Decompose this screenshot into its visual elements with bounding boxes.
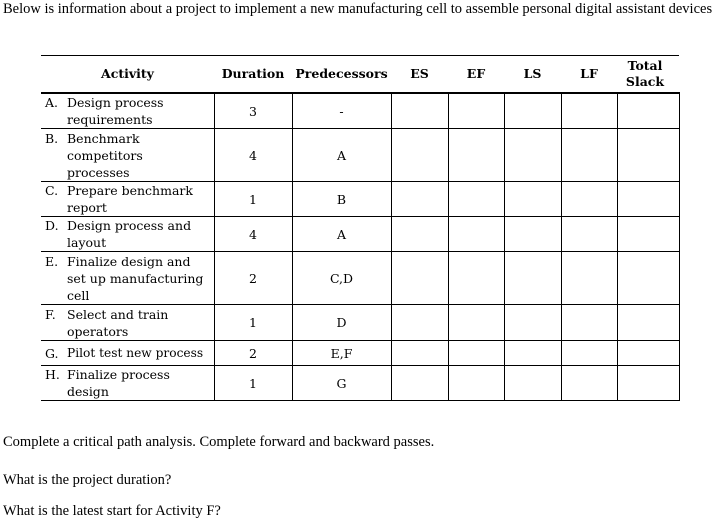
lf-cell[interactable] xyxy=(561,341,617,366)
lf-cell[interactable] xyxy=(561,305,617,341)
ls-cell[interactable] xyxy=(504,182,561,217)
table-row xyxy=(41,182,679,217)
question-project-duration: What is the project duration? xyxy=(3,472,172,488)
duration-cell: 4 xyxy=(214,217,292,252)
total-slack-cell[interactable] xyxy=(617,129,679,182)
es-cell[interactable] xyxy=(391,305,448,341)
total-slack-cell[interactable] xyxy=(617,217,679,252)
activity-name: Design process requirements xyxy=(67,95,164,127)
ls-cell[interactable] xyxy=(504,93,561,129)
table-row xyxy=(41,252,679,305)
es-cell[interactable] xyxy=(391,182,448,217)
es-cell[interactable] xyxy=(391,217,448,252)
activity-letter: D. xyxy=(45,218,59,233)
instructions-text: Complete a critical path analysis. Complete forward and backward passes. xyxy=(3,434,435,450)
duration-cell: 1 xyxy=(214,305,292,341)
activity-name: Design process and layout xyxy=(67,218,192,250)
table-row xyxy=(41,93,679,129)
total-slack-cell[interactable] xyxy=(617,305,679,341)
activity-letter: B. xyxy=(45,130,59,146)
predecessors-cell: B xyxy=(292,182,391,217)
ls-cell[interactable] xyxy=(504,217,561,252)
duration-cell: 3 xyxy=(214,93,292,129)
header-ef: EF xyxy=(448,56,504,94)
predecessors-cell: C,D xyxy=(292,252,391,305)
ls-cell[interactable] xyxy=(504,252,561,305)
activity-name: Prepare benchmark report xyxy=(67,183,193,215)
header-predecessors: Predecessors xyxy=(292,56,391,94)
ef-cell[interactable] xyxy=(448,305,504,341)
ef-cell[interactable] xyxy=(448,93,504,129)
duration-cell: 2 xyxy=(214,252,292,305)
lf-cell[interactable] xyxy=(561,182,617,217)
predecessors-cell: A xyxy=(292,217,391,252)
ef-cell[interactable] xyxy=(448,366,504,401)
ef-cell[interactable] xyxy=(448,129,504,182)
ls-cell[interactable] xyxy=(504,305,561,341)
lf-cell[interactable] xyxy=(561,366,617,401)
total-slack-cell[interactable] xyxy=(617,93,679,129)
total-slack-cell[interactable] xyxy=(617,366,679,401)
total-slack-cell[interactable] xyxy=(617,182,679,217)
lf-cell[interactable] xyxy=(561,252,617,305)
activity-letter: C. xyxy=(45,183,59,198)
ls-cell[interactable] xyxy=(504,341,561,366)
total-slack-cell[interactable] xyxy=(617,341,679,366)
activity-name: Select and train operators xyxy=(67,306,169,339)
predecessors-cell: G xyxy=(292,366,391,401)
table-row xyxy=(41,217,679,252)
table-row xyxy=(41,341,679,366)
header-ls: LS xyxy=(504,56,561,94)
activity-letter: H. xyxy=(45,367,60,382)
duration-cell: 1 xyxy=(214,366,292,401)
ef-cell[interactable] xyxy=(448,182,504,217)
es-cell[interactable] xyxy=(391,366,448,401)
header-duration: Duration xyxy=(214,56,292,94)
total-slack-cell[interactable] xyxy=(617,252,679,305)
es-cell[interactable] xyxy=(391,93,448,129)
intro-text: Below is information about a project to implement a new manufacturing cell to assemble personal digital assistant devices xyxy=(3,1,713,17)
ef-cell[interactable] xyxy=(448,341,504,366)
activity-letter: G. xyxy=(45,345,59,361)
duration-cell: 4 xyxy=(214,129,292,182)
header-activity: Activity xyxy=(41,56,214,94)
lf-cell[interactable] xyxy=(561,129,617,182)
ef-cell[interactable] xyxy=(448,217,504,252)
predecessors-cell: A xyxy=(292,129,391,182)
table-row xyxy=(41,305,679,341)
table-header-row xyxy=(41,56,679,94)
lf-cell[interactable] xyxy=(561,93,617,129)
cpm-table xyxy=(41,55,680,401)
question-latest-start-f: What is the latest start for Activity F? xyxy=(3,503,221,519)
ef-cell[interactable] xyxy=(448,252,504,305)
activity-name: Benchmark competitors processes xyxy=(67,130,143,180)
activity-letter: A. xyxy=(45,95,59,110)
header-lf: LF xyxy=(561,56,617,94)
es-cell[interactable] xyxy=(391,129,448,182)
predecessors-cell: D xyxy=(292,305,391,341)
table-row xyxy=(41,366,679,401)
lf-cell[interactable] xyxy=(561,217,617,252)
header-es: ES xyxy=(391,56,448,94)
activity-name: Finalize process design xyxy=(67,367,170,399)
table-row xyxy=(41,129,679,182)
duration-cell: 2 xyxy=(214,341,292,366)
ls-cell[interactable] xyxy=(504,366,561,401)
activity-name: Finalize design and set up manufacturing cell xyxy=(67,253,204,303)
activity-letter: E. xyxy=(45,253,59,269)
activity-name: Pilot test new process xyxy=(67,345,204,360)
predecessors-cell: E,F xyxy=(292,341,391,366)
duration-cell: 1 xyxy=(214,182,292,217)
activity-letter: F. xyxy=(45,306,56,322)
es-cell[interactable] xyxy=(391,341,448,366)
predecessors-cell: - xyxy=(292,93,391,129)
es-cell[interactable] xyxy=(391,252,448,305)
ls-cell[interactable] xyxy=(504,129,561,182)
header-total-slack: Total Slack xyxy=(617,56,679,94)
